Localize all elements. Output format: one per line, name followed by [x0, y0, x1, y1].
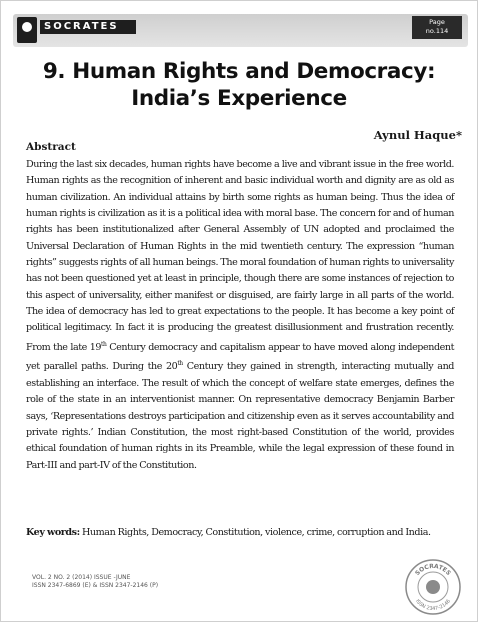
seal-top-text: SOCRATES	[414, 562, 452, 577]
page-number-box	[412, 16, 462, 39]
journal-logo-icon	[17, 17, 37, 43]
journal-footer	[32, 574, 158, 590]
keywords-paragraph	[26, 525, 454, 541]
ordinal-suffix: th	[101, 340, 107, 348]
footer-volume: VOL. 2 NO. 2 (2014) ISSUE -JUNE	[32, 574, 131, 581]
page-number: no.114	[425, 27, 449, 35]
author-name: Aynul Haque*	[373, 128, 462, 142]
page-label: Page	[429, 18, 445, 26]
abstract-body: During the last six decades, human rights have become a live and vibrant issue in the free world. Human rights as the recognition of inherent and basic individual worth and dignity are as old as human civilization. An individual attains by birth some rights as human being. Thus the idea of human rights is civilization as it is a political idea with moral base. The concern for and of human rights has been institutionalized after General Assembly of UN adopted and proclaimed the Universal Declaration of Human Rights in the mid twentieth century. The expression “human rights” suggests rights of all human beings. The moral foundation of human rights to universality has not been questioned yet at least in principle, though there are some instances of rejection to this aspect of universality, either manifest or disguised, are fairly large in all parts of the world. The idea of democracy has led to great expectations to the people. It has become a key point of political legitimacy. In fact it is producing the greatest disillusionment and frustration recently. From the late 19th Century democracy and capitalism appear to have moved along independent yet parallel paths. During the 20th Century they gained in strength, interacting mutually and establishing an interface. The result of which the concept of welfare state emerges, defines the role of the state in an interventionist manner. On representative democracy Benjamin Barber says, ‘Representations destroys participation and citizenship even as it serves accountability and private rights.’ Indian Constitution, the most right-based Constitution of the world, provides ethical foundation of human rights in its Preamble, while the legal expression of these found in Part-III and part-IV of the Constitution.	[26, 159, 454, 471]
journal-seal-icon	[404, 558, 462, 616]
article-title-line-2: India’s Experience	[131, 86, 347, 111]
journal-logo-text: SOCRATES	[40, 20, 136, 34]
keywords-text: Human Rights, Democracy, Constitution, violence, crime, corruption and India.	[79, 527, 431, 538]
article-title	[0, 58, 478, 112]
keywords-label: Key words:	[26, 527, 80, 538]
abstract-heading: Abstract	[26, 141, 76, 153]
ordinal-suffix: th	[177, 360, 183, 368]
seal-bottom-text: ISSN 2347-2146	[414, 598, 452, 613]
footer-issn: ISSN 2347-6869 (E) & ISSN 2347-2146 (P)	[32, 582, 159, 589]
article-title-line-1: 9. Human Rights and Democracy:	[42, 59, 436, 84]
